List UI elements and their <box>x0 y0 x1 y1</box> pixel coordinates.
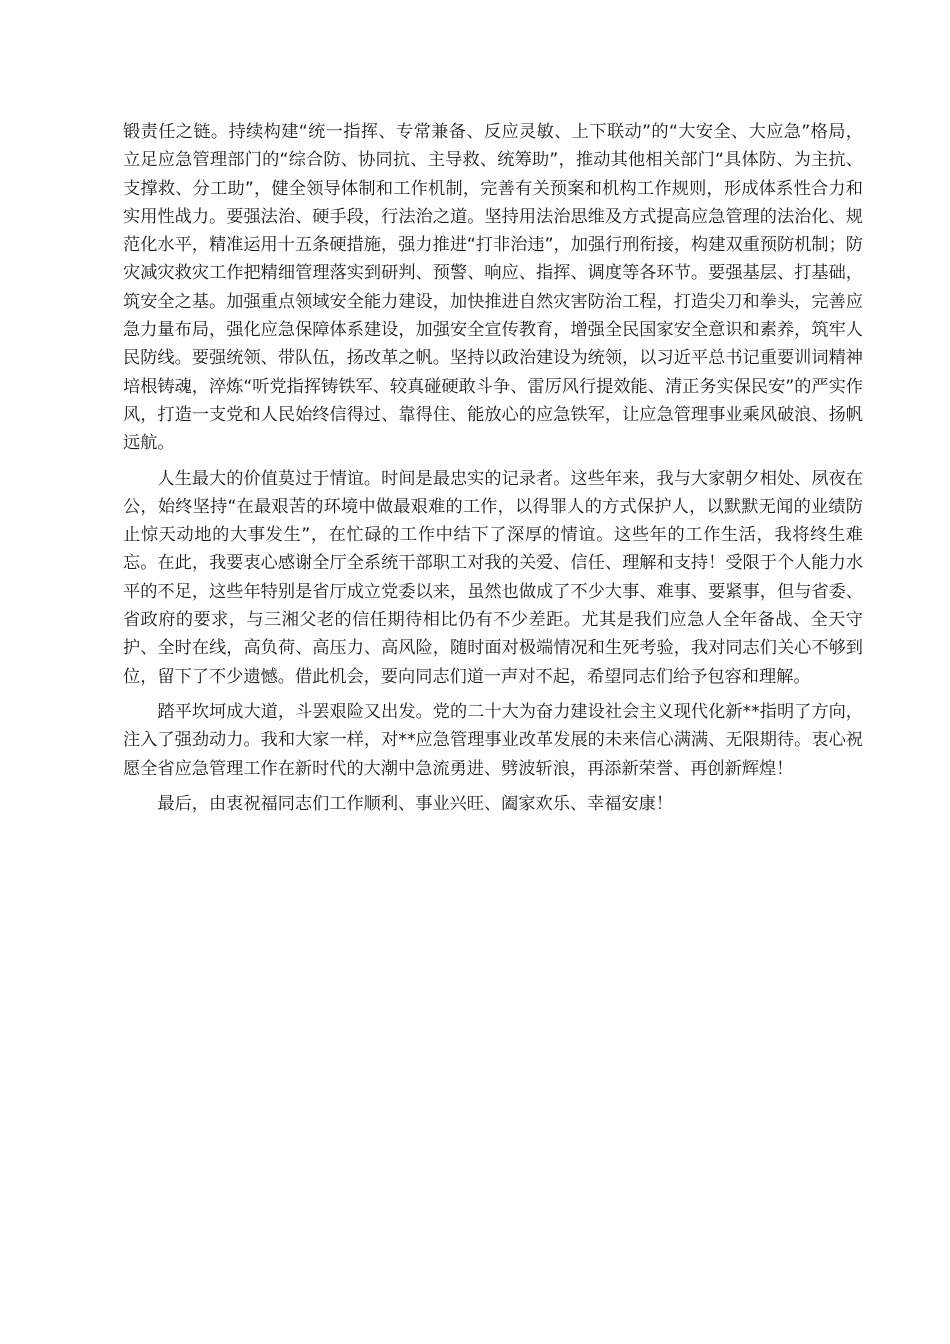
paragraph-continuation: 锻责任之链。持续构建“统一指挥、专常兼备、反应灵敏、上下联动”的“大安全、大应急”格局，立足应急管理部门的“综合防、协同抗、主导救、统筹助”，推动其他相关部门“具体防、为主抗、支撑救、分工助”，健全领导体制和工作机制，完善有关预案和机构工作规则，形成体系性合力和实用性战力。要强法治、硬手段，行法治之道。坚持用法治思维及方式提高应急管理的法治化、规范化水平，精准运用十五条硬措施，强力推进“打非治违”，加强行刑衔接，构建双重预防机制；防灾减灾救灾工作把精细管理落实到研判、预警、响应、指挥、调度等各环节。要强基层、打基础，筑安全之基。加强重点领域安全能力建设，加快推进自然灾害防治工程，打造尖刀和拳头，完善应急力量布局，强化应急保障体系建设，加强安全宣传教育，增强全民国家安全意识和素养，筑牢人民防线。要强统领、带队伍，扬改革之帆。坚持以政治建设为统领，以习近平总书记重要训词精神培根铸魂，淬炼“听党指挥铸铁军、较真碰硬敢斗争、雷厉风行提效能、清正务实保民安”的严实作风，打造一支党和人民始终信得过、靠得住、能放心的应急铁军，让应急管理事业乘风破浪、扬帆远航。 <box>123 122 863 454</box>
paragraph-new-journey: 踏平坎坷成大道，斗罢艰险又出发。党的二十大为奋力建设社会主义现代化新**指明了方向，注入了强劲动力。我和大家一样，对**应急管理事业改革发展的未来信心满满、无限期待。衷心祝愿全省应急管理工作在新时代的大潮中急流勇进、劈波斩浪，再添新荣誉、再创新辉煌！ <box>123 701 863 779</box>
document-body <box>123 118 863 818</box>
paragraph-closing-wishes: 最后，由衷祝福同志们工作顺利、事业兴旺、阖家欢乐、幸福安康！ <box>157 793 674 814</box>
paragraph-friendship: 人生最大的价值莫过于情谊。时间是最忠实的记录者。这些年来，我与大家朝夕相处、夙夜在公，始终坚持“在最艰苦的环境中做最艰难的工作，以得罪人的方式保护人，以默默无闻的业绩防止惊天动地的大事发生”，在忙碌的工作中结下了深厚的情谊。这些年的工作生活，我将终生难忘。在此，我要衷心感谢全厅全系统干部职工对我的关爱、信任、理解和支持！受限于个人能力水平的不足，这些年特别是省厅成立党委以来，虽然也做成了不少大事、难事、要紧事，但与省委、省政府的要求，与三湘父老的信任期待相比仍有不少差距。尤其是我们应急人全年备战、全天守护、全时在线，高负荷、高压力、高风险，随时面对极端情况和生死考验，我对同志们关心不够到位，留下了不少遗憾。借此机会，要向同志们道一声对不起，希望同志们给予包容和理解。 <box>123 468 863 687</box>
